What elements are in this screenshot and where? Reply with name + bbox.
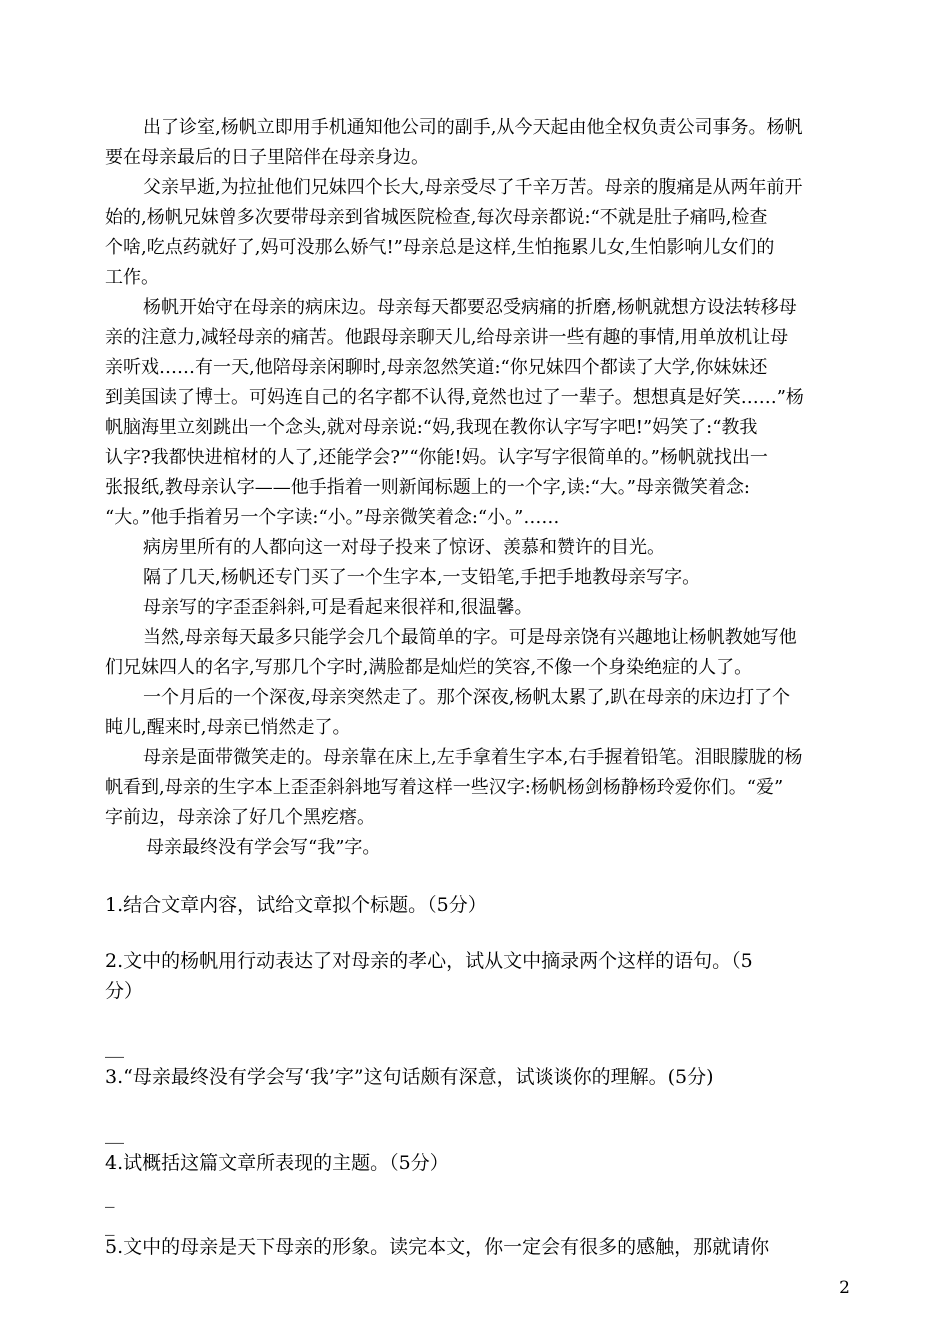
- paragraph-line: 隔了几天,杨帆还专门买了一个生字本,一支铅笔,手把手地教母亲写字。: [143, 567, 701, 588]
- question-2-continued: 分）: [105, 980, 144, 1002]
- paragraph-line: 出了诊室,杨帆立即用手机通知他公司的副手,从今天起由他全权负责公司事务。杨帆: [143, 117, 803, 138]
- paragraph-line: 杨帆开始守在母亲的病床边。母亲每天都要忍受病痛的折磨,杨帆就想方设法转移母: [143, 297, 797, 318]
- paragraph-line: 始的,杨帆兄妹曾多次要带母亲到省城医院检查,每次母亲都说:“不就是肚子痛吗,检查: [105, 207, 768, 228]
- paragraph-line: 一个月后的一个深夜,母亲突然走了。那个深夜,杨帆太累了,趴在母亲的床边打了个: [143, 687, 791, 708]
- paragraph-line: 父亲早逝,为拉扯他们兄妹四个长大,母亲受尽了千辛万苦。母亲的腹痛是从两年前开: [143, 177, 803, 198]
- paragraph-line: 帆看到,母亲的生字本上歪歪斜斜地写着这样一些汉字:杨帆杨剑杨静杨玲爱你们。“爱”: [105, 777, 784, 798]
- paragraph-line: 亲的注意力,减轻母亲的痛苦。他跟母亲聊天儿,给母亲讲一些有趣的事情,用单放机让母: [105, 327, 789, 348]
- paragraph-line: 母亲写的字歪歪斜斜,可是看起来很祥和,很温馨。: [143, 597, 533, 618]
- paragraph-line: 认字?我都快进棺材的人了,还能学会?”“你能!妈。认字写字很简单的。”杨帆就找出一: [105, 447, 768, 468]
- paragraph-line: 帆脑海里立刻跳出一个念头,就对母亲说:“妈,我现在教你认字写字吧!”妈笑了:“教我: [105, 417, 758, 438]
- paragraph-line: 母亲最终没有学会写“我”字。: [146, 837, 381, 858]
- paragraph-line: 个啥,吃点药就好了,妈可没那么娇气!”母亲总是这样,生怕拖累儿女,生怕影响儿女们的: [105, 237, 775, 258]
- paragraph-line: 工作。: [105, 267, 159, 288]
- page-number: 2: [839, 1278, 850, 1298]
- paragraph-line: 盹儿,醒来时,母亲已悄然走了。: [105, 717, 351, 738]
- paragraph-line: 们兄妹四人的名字,写那几个字时,满脸都是灿烂的笑容,不像一个身染绝症的人了。: [105, 657, 753, 678]
- question-1: 1.结合文章内容，试给文章拟个标题。（5分）: [105, 894, 487, 916]
- question-3: 3.“母亲最终没有学会写‘我’字”这句话颇有深意，试谈谈你的理解。(5分): [105, 1066, 714, 1088]
- paragraph-line: 当然,母亲每天最多只能学会几个最简单的字。可是母亲饶有兴趣地让杨帆教她写他: [143, 627, 797, 648]
- paragraph-line: 亲听戏……有一天,他陪母亲闲聊时,母亲忽然笑道:“你兄妹四个都读了大学,你妹妹还: [105, 357, 768, 378]
- paragraph-line: 到美国读了博士。可妈连自己的名字都不认得,竟然也过了一辈子。想想真是好笑……”杨: [105, 387, 804, 408]
- paragraph-line: 母亲是面带微笑走的。母亲靠在床上,左手拿着生字本,右手握着铅笔。泪眼朦胧的杨: [143, 747, 803, 768]
- question-4: 4.试概括这篇文章所表现的主题。（5分）: [105, 1152, 449, 1174]
- paragraph-line: 病房里所有的人都向这一对母子投来了惊讶、羡慕和赞许的目光。: [143, 537, 665, 558]
- paragraph-line: 张报纸,教母亲认字——他手指着一则新闻标题上的一个字,读:“大。”母亲微笑着念:: [105, 477, 750, 498]
- answer-blank[interactable]: _: [105, 1186, 115, 1208]
- paragraph-line: “大。”他手指着另一个字读:“小。”母亲微笑着念:“小。”……: [105, 507, 560, 528]
- question-2: 2.文中的杨帆用行动表达了对母亲的孝心，试从文中摘录两个这样的语句。（5: [105, 950, 753, 972]
- answer-blank[interactable]: __: [105, 1122, 124, 1144]
- answer-blank[interactable]: _: [105, 1214, 115, 1236]
- paragraph-line: 要在母亲最后的日子里陪伴在母亲身边。: [105, 147, 429, 168]
- question-5: 5.文中的母亲是天下母亲的形象。读完本文，你一定会有很多的感触，那就请你: [105, 1236, 770, 1258]
- paragraph-line: 字前边，母亲涂了好几个黑疙瘩。: [105, 807, 375, 828]
- answer-blank[interactable]: __: [105, 1036, 124, 1058]
